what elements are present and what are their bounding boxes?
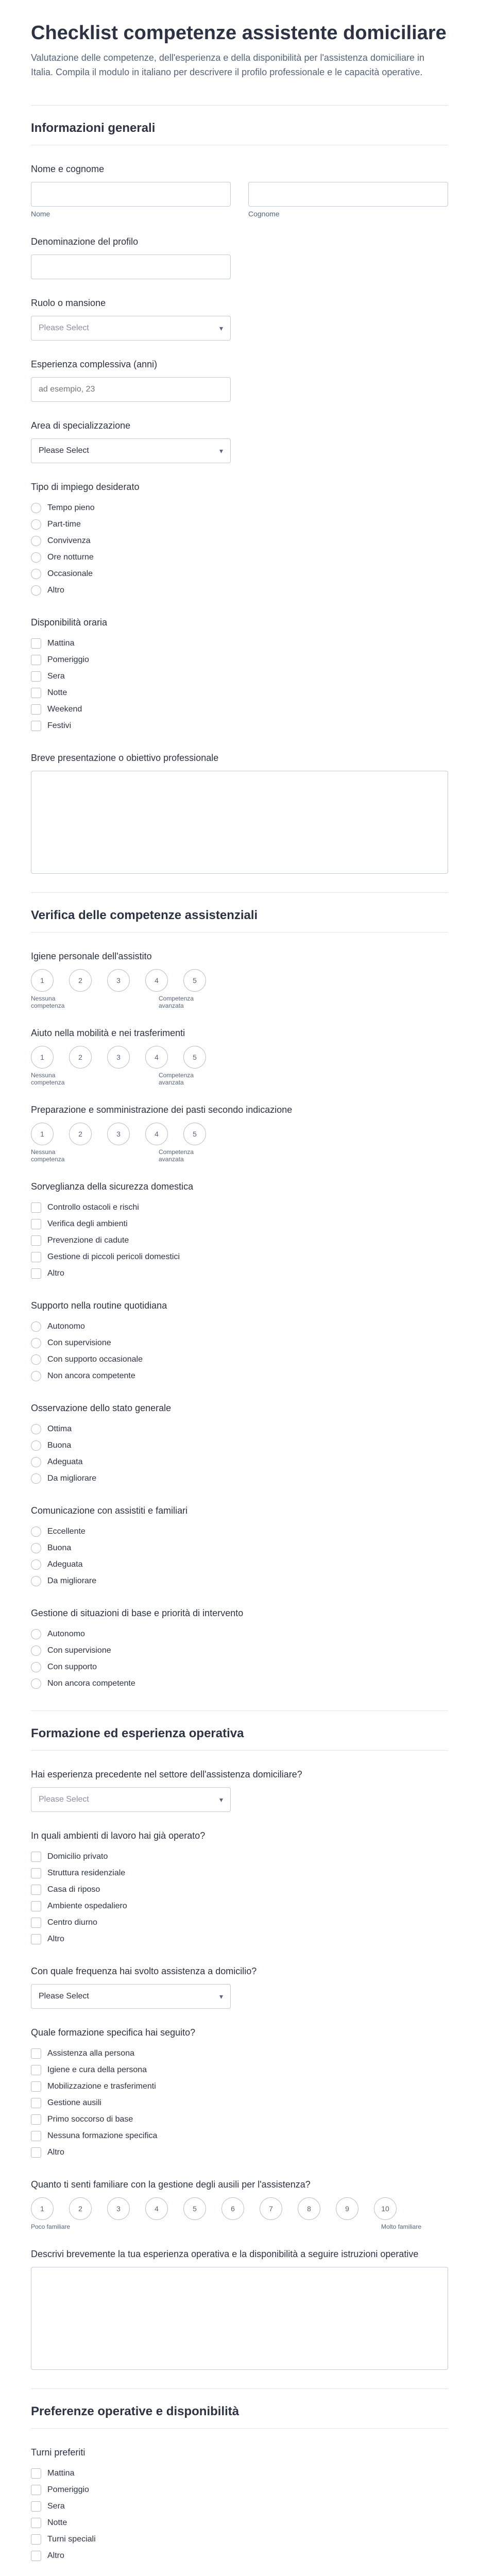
employment-option[interactable] <box>31 566 448 582</box>
checkbox[interactable] <box>31 671 41 682</box>
scale-low-label: Nessuna competenza <box>31 1148 65 1163</box>
checkbox[interactable] <box>31 1252 41 1262</box>
scale-option[interactable]: 10 <box>374 2197 397 2220</box>
aids-scale-label: Quanto ti senti familiare con la gestione degli ausili per l'assistenza? <box>31 2179 311 2190</box>
environments-field <box>31 1831 448 1947</box>
availability-option-label: Weekend <box>47 705 82 714</box>
basic-option-label: Con supervisione <box>47 1646 111 1655</box>
radio-button[interactable] <box>31 1473 41 1484</box>
previous-experience-label: Hai esperienza precedente nel settore dell'assistenza domiciliare? <box>31 1769 302 1780</box>
routine-option[interactable] <box>31 1318 448 1335</box>
scale-option[interactable]: 4 <box>145 1046 168 1069</box>
safety-option[interactable] <box>31 1232 448 1249</box>
training-option[interactable] <box>31 2095 448 2111</box>
safety-field <box>31 1181 448 1282</box>
employment-option-label: Altro <box>47 586 64 595</box>
scale-option[interactable]: 4 <box>145 1123 168 1145</box>
scale-option[interactable]: 5 <box>183 1046 206 1069</box>
scale-option[interactable]: 3 <box>107 2197 130 2220</box>
checkbox[interactable] <box>31 2131 41 2141</box>
scale-option[interactable]: 6 <box>221 2197 244 2220</box>
frequency-select-value: Please Select <box>39 1992 89 2001</box>
communication-label: Comunicazione con assistiti e familiari <box>31 1505 188 1516</box>
basic-option-label: Con supporto <box>47 1663 97 1671</box>
shift-option[interactable] <box>31 2498 448 2515</box>
availability-label: Disponibilità oraria <box>31 617 108 628</box>
environment-option-label: Domicilio privato <box>47 1852 108 1861</box>
training-option-label: Gestione ausili <box>47 2098 101 2107</box>
shift-option[interactable] <box>31 2515 448 2531</box>
radio-button[interactable] <box>31 1338 41 1348</box>
communication-option[interactable] <box>31 1556 448 1573</box>
observation-option-label: Adeguata <box>47 1458 83 1466</box>
chevron-down-icon: ▾ <box>219 1992 223 2001</box>
section-training <box>31 1710 448 2370</box>
mobility-scale-label: Aiuto nella mobilità e nei trasferimenti <box>31 1028 185 1038</box>
experience-input[interactable] <box>31 377 231 402</box>
section-preferences <box>31 2388 448 2576</box>
describe-label: Descrivi brevemente la tua esperienza operativa e la disponibilità a seguire istruzioni operative <box>31 2249 419 2259</box>
area-select-value: Please Select <box>39 446 89 455</box>
basic-situations-label: Gestione di situazioni di base e priorità di intervento <box>31 1608 244 1618</box>
last-name-input[interactable] <box>248 182 448 207</box>
observation-field <box>31 1403 448 1487</box>
role-select[interactable] <box>31 316 231 341</box>
environment-option-label: Casa di riposo <box>47 1885 100 1894</box>
employment-field <box>31 482 448 599</box>
checkbox[interactable] <box>31 1901 41 1911</box>
aids-scale-field <box>31 2179 448 2230</box>
presentation-textarea[interactable] <box>31 771 448 874</box>
training-option[interactable] <box>31 2078 448 2095</box>
environment-option-label: Altro <box>47 1935 64 1943</box>
radio-button[interactable] <box>31 1321 41 1332</box>
environment-option[interactable] <box>31 1865 448 1882</box>
routine-option-label: Con supervisione <box>47 1338 111 1347</box>
mobility-scale-field <box>31 1028 448 1086</box>
radio-button[interactable] <box>31 519 41 530</box>
form-description: Valutazione delle competenze, dell'esperienza e della disponibilità per l'assistenza domiciliare in Italia. Compila il modulo in italiano per descrivere il profilo professionale e le capacità operative. <box>31 53 424 77</box>
radio-button[interactable] <box>31 1576 41 1586</box>
form-body <box>0 105 479 2576</box>
availability-option[interactable] <box>31 718 448 734</box>
checkbox[interactable] <box>31 2048 41 2059</box>
radio-button[interactable] <box>31 1560 41 1570</box>
scale-low-label: Nessuna competenza <box>31 1072 65 1086</box>
shift-option-label: Turni speciali <box>47 2535 96 2544</box>
checkbox[interactable] <box>31 2501 41 2512</box>
name-label: Nome e cognome <box>31 164 105 174</box>
observation-option-label: Ottima <box>47 1425 72 1433</box>
observation-option[interactable] <box>31 1421 448 1437</box>
scale-option[interactable]: 5 <box>183 969 206 992</box>
shift-option-label: Mattina <box>47 2469 75 2478</box>
safety-label: Sorveglianza della sicurezza domestica <box>31 1181 194 1192</box>
observation-label: Osservazione dello stato generale <box>31 1403 172 1413</box>
training-option[interactable] <box>31 2144 448 2161</box>
meals-scale <box>31 1123 448 1163</box>
radio-button[interactable] <box>31 1457 41 1467</box>
observation-option-list <box>31 1421 448 1487</box>
scale-option[interactable]: 7 <box>260 2197 282 2220</box>
communication-option-label: Da migliorare <box>47 1577 97 1585</box>
frequency-label: Con quale frequenza hai svolto assistenza a domicilio? <box>31 1966 257 1976</box>
radio-button[interactable] <box>31 1543 41 1553</box>
scale-option[interactable]: 2 <box>69 2197 92 2220</box>
employment-label: Tipo di impiego desiderato <box>31 482 140 492</box>
observation-option[interactable] <box>31 1454 448 1470</box>
frequency-select[interactable] <box>31 1984 231 2009</box>
basic-option-list <box>31 1626 448 1692</box>
communication-option-label: Eccellente <box>47 1527 85 1536</box>
shift-option[interactable] <box>31 2465 448 2482</box>
scale-option[interactable]: 1 <box>31 969 54 992</box>
environment-option[interactable] <box>31 1849 448 1865</box>
training-option-list <box>31 2045 448 2161</box>
section-title: Informazioni generali <box>31 121 448 145</box>
routine-field <box>31 1300 448 1384</box>
availability-option-label: Notte <box>47 688 67 697</box>
checkbox[interactable] <box>31 655 41 665</box>
safety-option-label: Altro <box>47 1269 64 1278</box>
shifts-field <box>31 2447 448 2564</box>
checkbox[interactable] <box>31 2147 41 2158</box>
observation-option[interactable] <box>31 1470 448 1487</box>
radio-button[interactable] <box>31 1354 41 1365</box>
form-header <box>0 0 479 105</box>
communication-option-list <box>31 1523 448 1589</box>
last-name-sublabel: Cognome <box>248 210 280 218</box>
checkbox[interactable] <box>31 1235 41 1246</box>
section-skills <box>31 892 448 1692</box>
employment-option-list <box>31 500 448 599</box>
checkbox[interactable] <box>31 2551 41 2561</box>
safety-option[interactable] <box>31 1199 448 1216</box>
profile-input[interactable] <box>31 255 231 279</box>
employment-option[interactable] <box>31 533 448 549</box>
shift-option-label: Notte <box>47 2518 67 2527</box>
first-name-sublabel: Nome <box>31 210 50 218</box>
training-option-label: Primo soccorso di base <box>47 2115 133 2124</box>
section-title: Preferenze operative e disponibilità <box>31 2404 448 2429</box>
training-option[interactable] <box>31 2045 448 2062</box>
shift-option-label: Altro <box>47 2551 64 2560</box>
previous-experience-field <box>31 1769 448 1812</box>
checkbox[interactable] <box>31 2468 41 2479</box>
previous-experience-select-value: Please Select <box>39 1795 89 1804</box>
scale-option[interactable]: 4 <box>145 2197 168 2220</box>
employment-option-label: Convivenza <box>47 536 91 545</box>
employment-option-label: Part-time <box>47 520 81 529</box>
chevron-down-icon: ▾ <box>219 324 223 332</box>
environment-option[interactable] <box>31 1931 448 1947</box>
area-select[interactable] <box>31 438 231 463</box>
scale-option[interactable]: 3 <box>107 969 130 992</box>
radio-button[interactable] <box>31 1646 41 1656</box>
checkbox[interactable] <box>31 1268 41 1279</box>
scale-option[interactable]: 5 <box>183 1123 206 1145</box>
checkbox[interactable] <box>31 638 41 649</box>
training-label: Quale formazione specifica hai seguito? <box>31 2027 196 2038</box>
form-title: Checklist competenze assistente domiciliare <box>31 22 447 44</box>
safety-option[interactable] <box>31 1265 448 1282</box>
section-title: Verifica delle competenze assistenziali <box>31 908 448 933</box>
scale-low-label: Poco familiare <box>31 2223 71 2230</box>
communication-option-label: Adeguata <box>47 1560 83 1569</box>
radio-button[interactable] <box>31 1527 41 1537</box>
basic-situations-field <box>31 1608 448 1692</box>
routine-option[interactable] <box>31 1335 448 1351</box>
routine-option[interactable] <box>31 1351 448 1368</box>
presentation-field <box>31 753 448 874</box>
scale-high-label: Competenza avanzata <box>159 995 194 1009</box>
scale-option[interactable]: 2 <box>69 1123 92 1145</box>
shifts-label: Turni preferiti <box>31 2447 85 2458</box>
scale-option[interactable]: 2 <box>69 969 92 992</box>
safety-option-list <box>31 1199 448 1282</box>
hygiene-scale-label: Igiene personale dell'assistito <box>31 951 152 961</box>
hygiene-scale-field <box>31 951 448 1009</box>
availability-option[interactable] <box>31 668 448 685</box>
scale-option[interactable]: 4 <box>145 969 168 992</box>
observation-option-label: Da migliorare <box>47 1474 97 1483</box>
checkbox[interactable] <box>31 2098 41 2108</box>
radio-button[interactable] <box>31 1371 41 1381</box>
environment-option[interactable] <box>31 1882 448 1898</box>
role-field <box>31 298 448 341</box>
employment-option[interactable] <box>31 582 448 599</box>
chevron-down-icon: ▾ <box>219 446 223 455</box>
availability-field <box>31 617 448 734</box>
employment-option-label: Tempo pieno <box>47 503 95 512</box>
name-field <box>31 164 448 218</box>
shift-option-label: Pomeriggio <box>47 2485 89 2494</box>
availability-option[interactable] <box>31 701 448 718</box>
basic-option[interactable] <box>31 1659 448 1675</box>
checkbox[interactable] <box>31 2114 41 2125</box>
basic-option-label: Autonomo <box>47 1630 85 1638</box>
routine-label: Supporto nella routine quotidiana <box>31 1300 167 1311</box>
training-option[interactable] <box>31 2062 448 2078</box>
scale-option[interactable]: 1 <box>31 1046 54 1069</box>
scale-high-label: Competenza avanzata <box>159 1072 194 1086</box>
basic-option[interactable] <box>31 1675 448 1692</box>
training-option[interactable] <box>31 2128 448 2144</box>
area-field <box>31 420 448 463</box>
scale-high-label: Molto familiare <box>381 2223 421 2230</box>
routine-option-label: Non ancora competente <box>47 1371 135 1380</box>
safety-option[interactable] <box>31 1216 448 1232</box>
communication-option[interactable] <box>31 1573 448 1589</box>
experience-field <box>31 359 448 402</box>
availability-option-list <box>31 635 448 734</box>
training-option-label: Igiene e cura della persona <box>47 2065 147 2074</box>
checkbox[interactable] <box>31 704 41 715</box>
scale-low-label: Nessuna competenza <box>31 995 65 1009</box>
environment-option-list <box>31 1849 448 1947</box>
routine-option-label: Con supporto occasionale <box>47 1355 143 1364</box>
radio-button[interactable] <box>31 1440 41 1451</box>
chevron-down-icon: ▾ <box>219 1795 223 1804</box>
safety-option-label: Gestione di piccoli pericoli domestici <box>47 1252 180 1261</box>
availability-option-label: Sera <box>47 672 65 681</box>
availability-option-label: Mattina <box>47 639 75 648</box>
basic-option[interactable] <box>31 1642 448 1659</box>
profile-field <box>31 236 448 279</box>
safety-option-label: Controllo ostacoli e rischi <box>47 1203 139 1212</box>
checkbox[interactable] <box>31 1219 41 1229</box>
describe-textarea[interactable] <box>31 2267 448 2370</box>
employment-option[interactable] <box>31 549 448 566</box>
radio-button[interactable] <box>31 552 41 563</box>
describe-field <box>31 2249 448 2370</box>
aids-scale <box>31 2197 448 2230</box>
role-label: Ruolo o mansione <box>31 298 106 308</box>
environments-label: In quali ambienti di lavoro hai già operato? <box>31 1831 206 1841</box>
radio-button[interactable] <box>31 536 41 546</box>
checkbox[interactable] <box>31 2065 41 2075</box>
scale-option[interactable]: 9 <box>336 2197 358 2220</box>
routine-option[interactable] <box>31 1368 448 1384</box>
radio-button[interactable] <box>31 569 41 579</box>
environment-option[interactable] <box>31 1914 448 1931</box>
shift-option-list <box>31 2465 448 2564</box>
safety-option-label: Verifica degli ambienti <box>47 1219 128 1228</box>
checkbox[interactable] <box>31 1934 41 1944</box>
scale-option[interactable]: 2 <box>69 1046 92 1069</box>
frequency-field <box>31 1966 448 2009</box>
training-option-label: Mobilizzazione e trasferimenti <box>47 2082 156 2091</box>
routine-option-label: Autonomo <box>47 1322 85 1331</box>
section-title: Formazione ed esperienza operativa <box>31 1726 448 1751</box>
employment-option[interactable] <box>31 500 448 516</box>
employment-option-label: Ore notturne <box>47 553 94 562</box>
radio-button[interactable] <box>31 1629 41 1639</box>
radio-button[interactable] <box>31 503 41 513</box>
checkbox[interactable] <box>31 1868 41 1878</box>
environment-option-label: Struttura residenziale <box>47 1869 126 1877</box>
environment-option-label: Centro diurno <box>47 1918 97 1927</box>
area-label: Area di specializzazione <box>31 420 131 431</box>
observation-option[interactable] <box>31 1437 448 1454</box>
scale-option[interactable]: 8 <box>298 2197 320 2220</box>
communication-field <box>31 1505 448 1589</box>
shift-option-label: Sera <box>47 2502 65 2511</box>
checkbox[interactable] <box>31 1885 41 1895</box>
communication-option[interactable] <box>31 1540 448 1556</box>
checkbox[interactable] <box>31 721 41 731</box>
training-option-label: Altro <box>47 2148 64 2157</box>
hygiene-scale <box>31 969 448 1009</box>
shift-option[interactable] <box>31 2482 448 2498</box>
training-field <box>31 2027 448 2161</box>
observation-option-label: Buona <box>47 1441 72 1450</box>
safety-option[interactable] <box>31 1249 448 1265</box>
role-select-value: Please Select <box>39 324 89 332</box>
shift-option[interactable] <box>31 2531 448 2548</box>
basic-option-label: Non ancora competente <box>47 1679 135 1688</box>
previous-experience-select[interactable] <box>31 1787 231 1812</box>
scale-option[interactable]: 3 <box>107 1123 130 1145</box>
checkbox[interactable] <box>31 2081 41 2092</box>
routine-option-list <box>31 1318 448 1384</box>
radio-button[interactable] <box>31 1679 41 1689</box>
scale-option[interactable]: 3 <box>107 1046 130 1069</box>
first-name-input[interactable] <box>31 182 231 207</box>
availability-option-label: Festivi <box>47 721 72 730</box>
radio-button[interactable] <box>31 585 41 596</box>
checkbox[interactable] <box>31 1202 41 1213</box>
availability-option[interactable] <box>31 635 448 652</box>
shift-option[interactable] <box>31 2548 448 2564</box>
scale-high-label: Competenza avanzata <box>159 1148 194 1163</box>
scale-option[interactable]: 1 <box>31 2197 54 2220</box>
radio-button[interactable] <box>31 1424 41 1434</box>
section-general-info <box>31 105 448 874</box>
mobility-scale <box>31 1046 448 1086</box>
communication-option[interactable] <box>31 1523 448 1540</box>
scale-option[interactable]: 5 <box>183 2197 206 2220</box>
availability-option[interactable] <box>31 652 448 668</box>
checkbox[interactable] <box>31 2518 41 2528</box>
training-option[interactable] <box>31 2111 448 2128</box>
scale-option[interactable]: 1 <box>31 1123 54 1145</box>
profile-label: Denominazione del profilo <box>31 236 139 247</box>
environment-option[interactable] <box>31 1898 448 1914</box>
checkbox[interactable] <box>31 1918 41 1928</box>
experience-label: Esperienza complessiva (anni) <box>31 359 158 369</box>
training-option-label: Assistenza alla persona <box>47 2049 134 2058</box>
employment-option[interactable] <box>31 516 448 533</box>
employment-option-label: Occasionale <box>47 569 93 578</box>
presentation-label: Breve presentazione o obiettivo professionale <box>31 753 219 763</box>
safety-option-label: Prevenzione di cadute <box>47 1236 129 1245</box>
meals-scale-field <box>31 1105 448 1163</box>
basic-option[interactable] <box>31 1626 448 1642</box>
checkbox[interactable] <box>31 688 41 698</box>
training-option-label: Nessuna formazione specifica <box>47 2131 158 2140</box>
availability-option-label: Pomeriggio <box>47 655 89 664</box>
environment-option-label: Ambiente ospedaliero <box>47 1902 127 1910</box>
radio-button[interactable] <box>31 1662 41 1672</box>
checkbox[interactable] <box>31 2485 41 2495</box>
checkbox[interactable] <box>31 2534 41 2545</box>
checkbox[interactable] <box>31 1852 41 1862</box>
availability-option[interactable] <box>31 685 448 701</box>
communication-option-label: Buona <box>47 1544 72 1552</box>
meals-scale-label: Preparazione e somministrazione dei pasti secondo indicazione <box>31 1105 293 1115</box>
